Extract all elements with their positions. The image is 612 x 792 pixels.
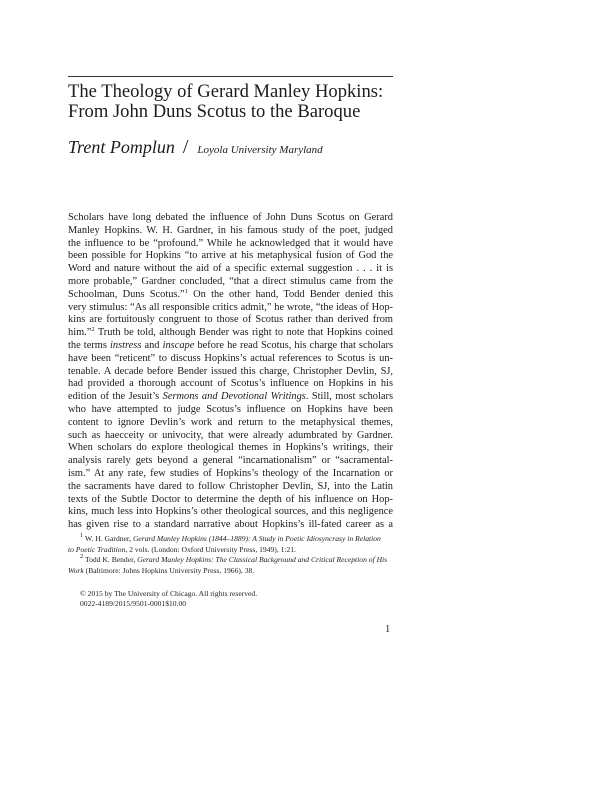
- title-line-1: The Theology of Gerard Manley Hopkins:: [68, 81, 384, 102]
- body-line: kins are fortuitously congruent to those of Scotus rather than derived from: [68, 314, 393, 326]
- byline: [68, 137, 323, 160]
- body-fragment: Schoolman, Duns Scotus.”: [68, 288, 185, 300]
- body-line: been possible for Hopkins “to arrive at his metaphysical fusion of God the: [68, 250, 393, 262]
- copyright-notice: © 2015 by The University of Chicago. All rights reserved.: [80, 589, 258, 598]
- body-line: Word and nature without the aid of a specific external suggestion . . . it is: [68, 263, 393, 275]
- footnote-book-title: to Poetic Tradition: [68, 544, 126, 554]
- footnote-number: 2: [80, 553, 84, 561]
- footnote-ref-1[interactable]: 1: [184, 287, 188, 295]
- term-inscape: inscape: [162, 339, 195, 351]
- body-line: ism.” At any rate, few studies of Hopkins’s theology of the Incarnation or: [68, 467, 393, 479]
- body-fragment: him.”: [68, 327, 92, 339]
- title-rule: [68, 76, 393, 77]
- copyright-block: [80, 589, 257, 610]
- body-line: [68, 289, 393, 302]
- footnote-line: [68, 555, 393, 566]
- body-line: analysis rarely gets beyond a general “incarnationalism” or “sacramental-: [68, 455, 393, 467]
- body-line: the sacraments have dared to follow Christopher Devlin, SJ, into the Latin: [68, 480, 393, 492]
- body-line: who have attempted to judge Scotus’s influence on Hopkins have been: [68, 403, 393, 415]
- body-line: [68, 391, 393, 404]
- footnote-text: , 2 vols. (London: Oxford University Press, 1949), 1:21.: [125, 544, 297, 554]
- body-fragment: the terms: [68, 339, 110, 351]
- body-fragment: and: [141, 339, 163, 351]
- body-fragment: before he read Scotus, his charge that scholars: [194, 339, 393, 351]
- page-number: 1: [385, 624, 391, 635]
- footnote-book-title: Gerard Manley Hopkins (1844–1889): A Study in Poetic Idiosyncrasy in Relation: [132, 534, 381, 543]
- author-name: Trent Pomplun: [68, 137, 175, 157]
- body-text: [68, 212, 393, 532]
- body-line: have been “reticent” to discuss Hopkins’s actual references to Scotus is un-: [68, 352, 393, 364]
- article-title: [68, 82, 408, 122]
- body-line: Manley Hopkins. W. H. Gardner, in his famous study of the poet, judged: [68, 224, 393, 236]
- body-line: such as haecceity or univocity, that were already adumbrated by Gardner.: [68, 429, 393, 441]
- body-line: had provided a thorough account of Scotus’s influence on Hopkins in his: [68, 378, 393, 390]
- footnotes: [68, 534, 393, 576]
- body-fragment: Truth be told, although Bender was right to note that Hopkins coined: [94, 327, 393, 339]
- body-line: more probable,” Gardner concluded, “that a direct stimulus came from the: [68, 275, 393, 287]
- footnote-number: 1: [80, 532, 84, 539]
- footnote-2: [68, 555, 393, 576]
- body-line: [68, 327, 393, 340]
- footnote-line: [68, 534, 393, 545]
- body-line: [68, 340, 393, 353]
- footnote-text: W. H. Gardner,: [83, 534, 133, 543]
- body-fragment: . Still, most scholars: [305, 391, 393, 403]
- byline-separator: /: [182, 136, 189, 158]
- author-affiliation: Loyola University Maryland: [197, 144, 323, 156]
- body-fragment: edition of the Jesuit’s: [68, 391, 163, 403]
- body-line: texts of the Subtle Doctor to determine the depth of his influence on Hop-: [68, 493, 393, 505]
- footnote-line: [68, 545, 393, 556]
- body-line: content to ignore Devlin’s work and return to the metaphysical themes,: [68, 416, 393, 428]
- footnote-1: [68, 534, 393, 555]
- footnote-book-title: Gerard Manley Hopkins: The Classical Background and Critical Reception of His: [137, 555, 388, 565]
- body-line: kins, much less into Hopkins’s other theological sources, and this negligence: [68, 506, 393, 518]
- term-instress: instress: [110, 339, 142, 351]
- footnote-line: [68, 566, 393, 577]
- body-line: the influence to be “profound.” While he acknowledged that it would have: [68, 237, 393, 249]
- footnote-text: (Baltimore: Johns Hopkins University Press, 1966), 38.: [83, 565, 255, 575]
- issn-code: 0022-4189/2015/9501-0001$10.00: [80, 599, 187, 609]
- title-line-2: From John Duns Scotus to the Baroque: [68, 101, 361, 122]
- body-line: has given rise to a standard narrative about Hopkins’s ill-fated career as a: [68, 519, 393, 531]
- body-fragment: On the other hand, Todd Bender denied this: [187, 288, 393, 300]
- body-line: When scholars do explore theological themes in Hopkins’s writings, their: [68, 442, 393, 454]
- footnote-ref-2[interactable]: 2: [91, 326, 95, 334]
- body-line: Scholars have long debated the influence of John Duns Scotus on Gerard: [68, 212, 393, 223]
- body-line: tenable. A decade before Bender issued this charge, Christopher Devlin, SJ,: [68, 365, 393, 377]
- footnote-book-title: Work: [68, 565, 84, 575]
- footnote-text: Todd K. Bender,: [83, 555, 138, 565]
- book-title-sermons: Sermons and Devotional Writings: [162, 391, 306, 403]
- body-line: very stimulus: “As all responsible critics admit,” he wrote, “the ideas of Hop-: [68, 301, 393, 313]
